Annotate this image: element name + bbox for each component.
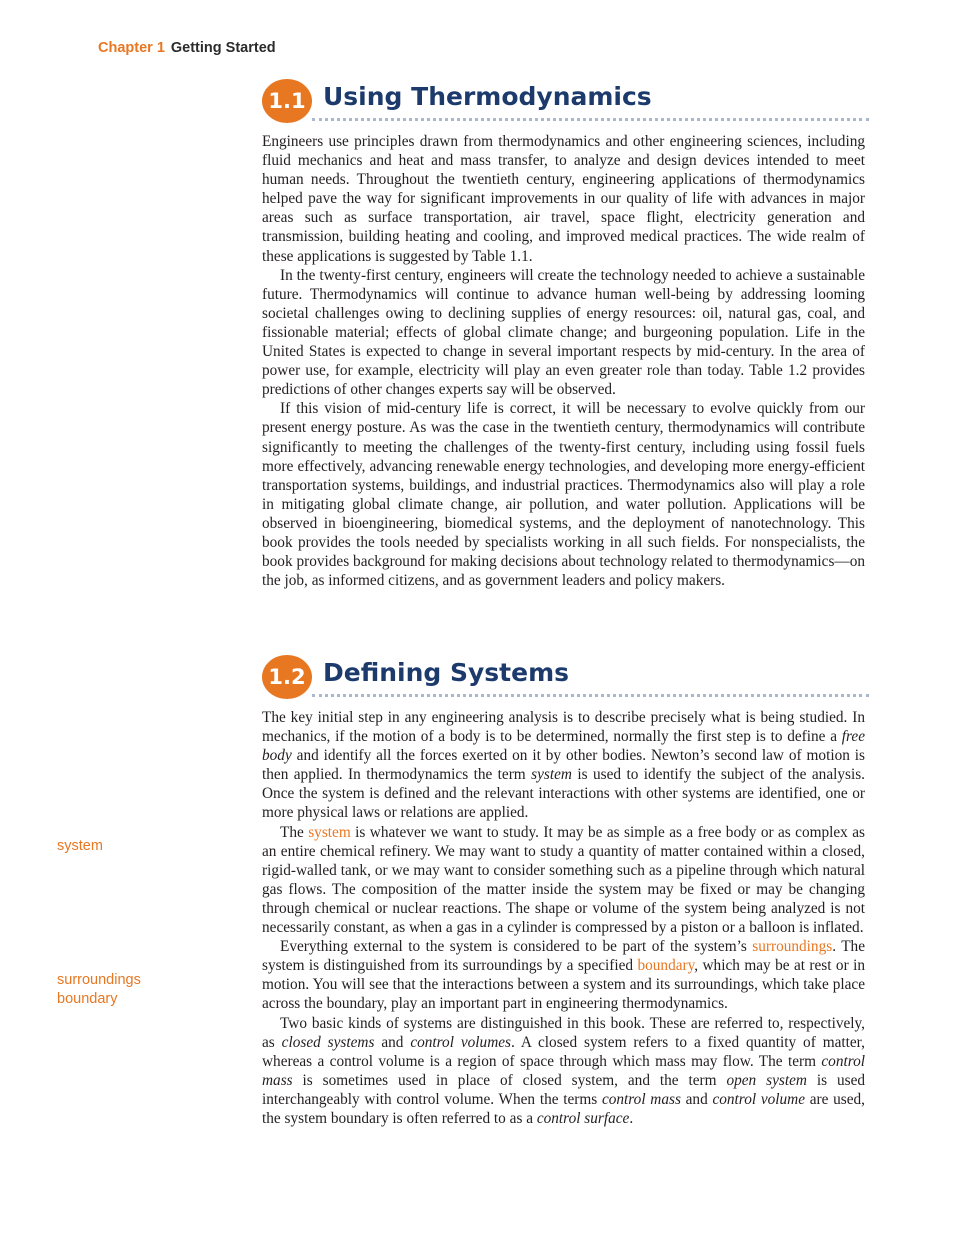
term-system: system bbox=[531, 766, 572, 784]
section-number-badge: 1.2 bbox=[262, 655, 312, 699]
running-header bbox=[98, 40, 276, 56]
section-body bbox=[262, 132, 865, 590]
section-heading bbox=[262, 655, 865, 699]
margin-note-boundary: boundary bbox=[57, 991, 118, 1007]
paragraph: If this vision of mid-century life is correct, it will be necessary to evolve quickly from our present energy posture. As was the case in the twentieth century, thermodynamics will contribute significantly to meeting the challenges of the twenty-first century, including using fossil fuels more effectively, advancing renewable energy technologies, and developing more energy-efficient transportation systems, buildings, and industrial practices. Thermodynamics also will play a role in mitigating global climate change, air pollution, and water pollution. Applications will be observed in bioengineering, biomedical systems, and the deployment of nanotechnology. This book provides the tools needed by specialists working in all such fields. For nonspecialists, the book provides background for making decisions about technology related to thermodynamics—on the job, as informed citizens, and as government leaders and policy makers. bbox=[262, 400, 865, 590]
paragraph: Engineers use principles drawn from thermodynamics and other engineering sciences, including fluid mechanics and heat and mass transfer, to analyze and design devices intended to meet human needs. Throughout the twentieth century, engineering applications of thermodynamics helped pave the way for significant improvements in our quality of life with advances in major areas such as surface transportation, air travel, space flight, electricity generation and transmission, building heating and cooling, and improved medical practices. The wide realm of these applications is suggested by Table 1.1. bbox=[262, 133, 865, 265]
keyword-surroundings: surroundings bbox=[752, 938, 833, 956]
margin-note-system: system bbox=[57, 838, 103, 854]
keyword-system: system bbox=[308, 823, 351, 841]
paragraph: Everything external to the system is considered to be part of the system’s surroundings. The system is distinguished from its surroundings by a specified boundary, which may be at rest or in motion. You will see that the interactions between a system and its surroundings, which take place across the boundary, play an important part in engineering thermodynamics. bbox=[262, 938, 865, 1013]
paragraph: The key initial step in any engineering analysis is to describe precisely what is being studied. In mechanics, if the motion of a body is to be determined, normally the first step is to define a free body and identify all the forces exerted on it by other bodies. Newton’s second law of motion is then applied. In thermodynamics the term system is used to identify the subject of the analysis. Once the system is defined and the relevant interactions with other systems are identified, one or more physical laws or relations are applied. bbox=[262, 709, 865, 822]
dotted-rule bbox=[312, 118, 869, 121]
paragraph: The system is whatever we want to study. It may be as simple as a free body or as complex as an entire chemical refinery. We may want to study a quantity of matter contained within a closed, rigid-walled tank, or we may want to consider something such as a pipeline through which natural gas flows. The composition of the matter inside the system may be fixed or may be changing through chemical or nuclear reactions. The shape or volume of the system being analyzed is not necessarily constant, as when a gas in a cylinder is compressed by a piston or a balloon is inflated. bbox=[262, 823, 866, 937]
margin-note-surroundings: surroundings bbox=[57, 972, 141, 988]
keyword-boundary: boundary bbox=[637, 957, 695, 975]
paragraph: In the twenty-first century, engineers will create the technology needed to achieve a sustainable future. Thermodynamics will continue to advance human well-being by addressing looming societal challenges owing to declining supplies of energy resources: oil, natural gas, coal, and fissionable material; effects of global climate change; and burgeoning population. Life in the United States is expected to change in several important respects by mid-century. In the area of power use, for example, electricity will play an even greater role than today. Table 1.2 provides predictions of other changes experts say will be observed. bbox=[262, 266, 865, 399]
chapter-title: Getting Started bbox=[170, 40, 276, 56]
section-number-badge: 1.1 bbox=[262, 79, 312, 123]
term-free-body: free body bbox=[262, 728, 865, 765]
paragraph: Two basic kinds of systems are distinguished in this book. These are referred to, respectively, as closed systems and control volumes. A closed system refers to a fixed quantity of matter, whereas a control volume is a region of space through which mass may flow. The term control mass is sometimes used in place of closed system, and the term open system is used interchangeably with control volume. When the terms control mass and control volume are used, the system boundary is often referred to as a control surface. bbox=[262, 1014, 866, 1127]
section-1-1 bbox=[262, 79, 865, 590]
dotted-rule bbox=[312, 694, 869, 697]
section-title: Using Thermodynamics bbox=[323, 82, 652, 111]
section-title: Defining Systems bbox=[323, 658, 570, 687]
section-heading bbox=[262, 79, 865, 123]
section-body bbox=[262, 708, 865, 1128]
chapter-label: Chapter 1 bbox=[98, 40, 165, 56]
section-1-2 bbox=[262, 655, 865, 1128]
